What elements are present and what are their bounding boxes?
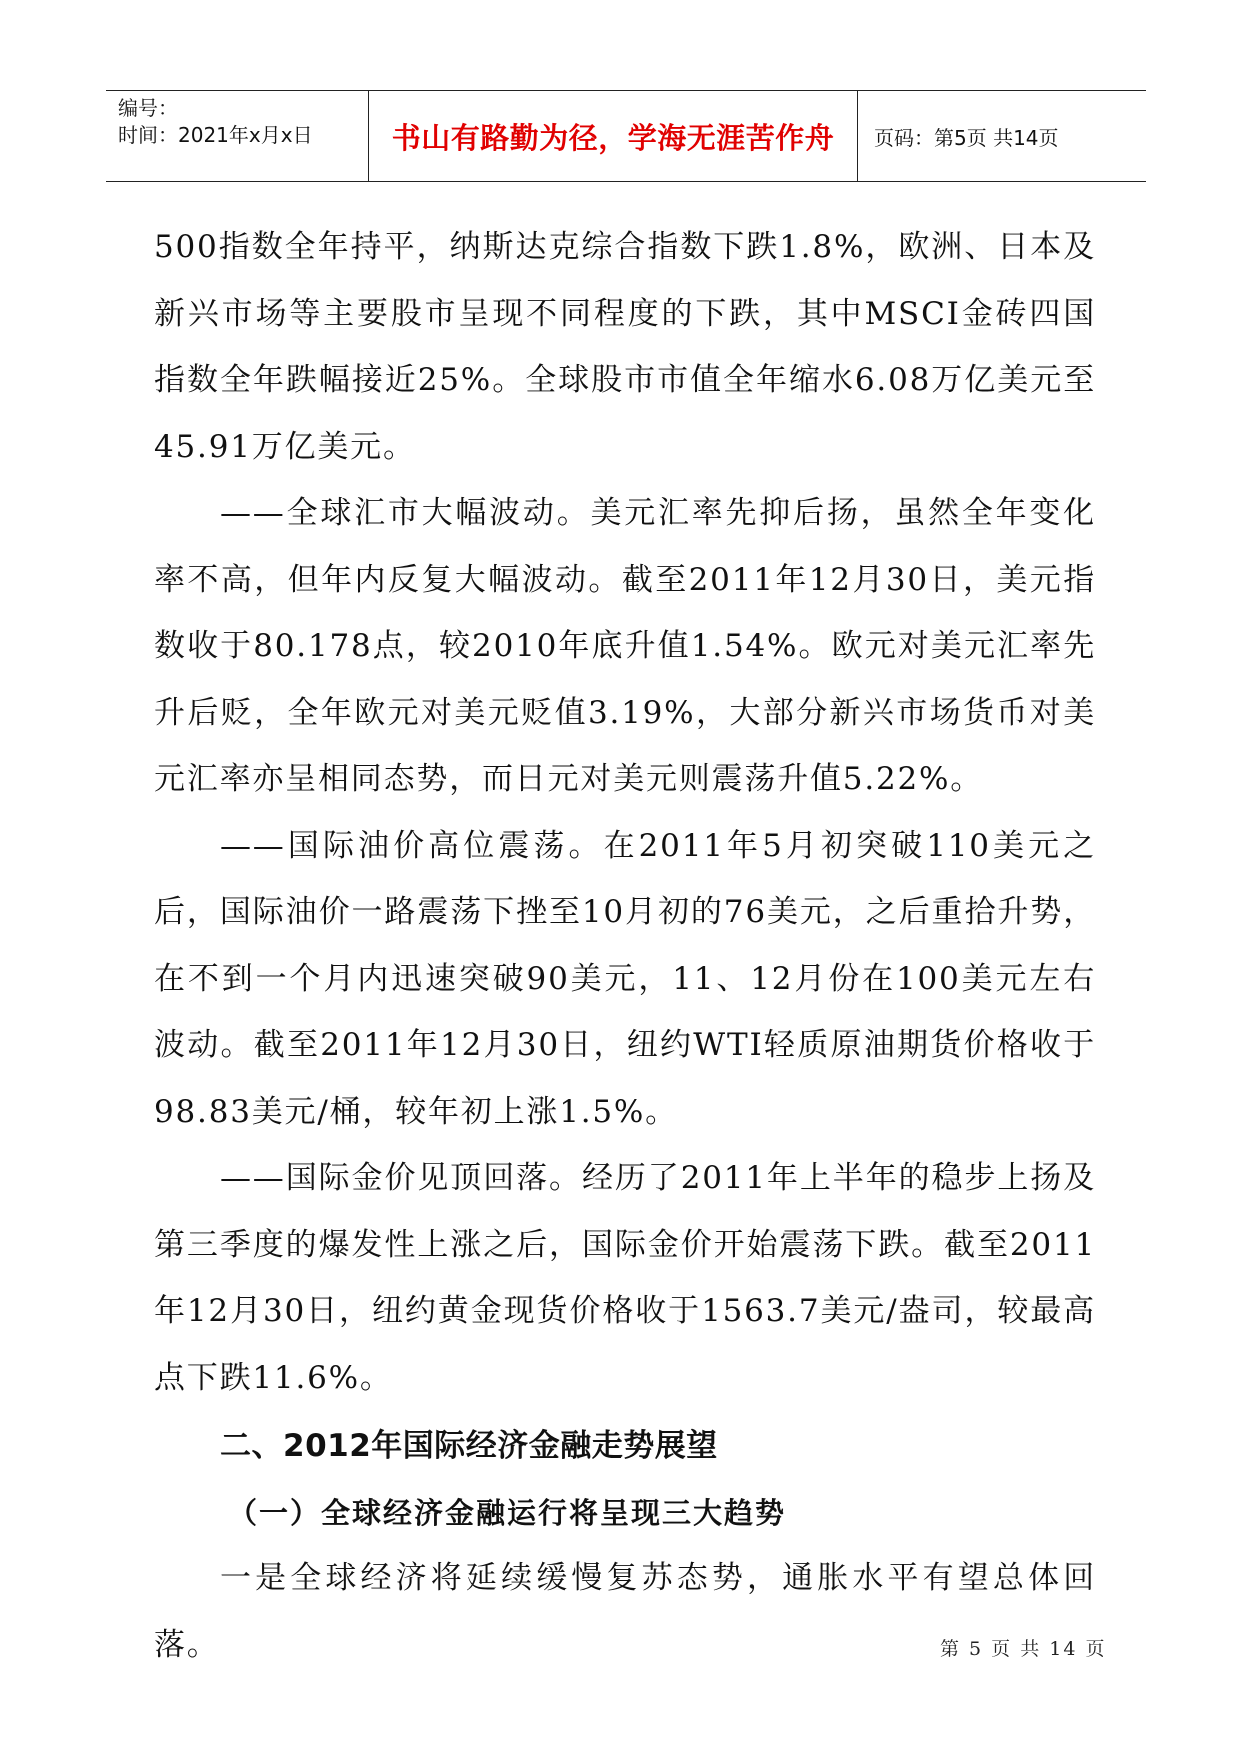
header-page-info: 页码：第5页 共14页 [874, 125, 1059, 150]
section-heading: 二、2012年国际经济金融走势展望 [220, 1428, 718, 1464]
paragraph-oil-prices: ——国际油价高位震荡。在2011年5月初突破110美元之后，国际油价一路震荡下挫至10月初的76美元，之后重拾升势，在不到一个月内迅速突破90美元，11、12月份在100美元左右波动。截至2011年12月30日，纽约WTI轻质原油期货价格收于98.83美元/桶，较年初上涨1.5%。 [154, 827, 1096, 1130]
document-header [106, 90, 1146, 182]
document-number-label: 编号： [118, 96, 178, 120]
document-date-label: 时间：2021年x月x日 [118, 123, 313, 147]
subsection-heading: （一）全球经济金融运行将呈现三大趋势 [228, 1496, 787, 1530]
paragraph-stock-markets: 500指数全年持平，纳斯达克综合指数下跌1.8%，欧洲、日本及新兴市场等主要股市呈现不同程度的下跌，其中MSCI金砖四国指数全年跌幅接近25%。全球股市市值全年缩水6.08万亿美元至45.91万亿美元。 [154, 229, 1096, 465]
document-body [154, 214, 1096, 1678]
page-number-footer: 第 5 页 共 14 页 [940, 1638, 1107, 1660]
header-meta [106, 91, 368, 181]
header-motto: 书山有路勤为径，学海无涯苦作舟 [368, 91, 858, 181]
paragraph-fx-markets: ——全球汇市大幅波动。美元汇率先抑后扬，虽然全年变化率不高，但年内反复大幅波动。截至2011年12月30日，美元指数收于80.178点，较2010年底升值1.54%。欧元对美元汇率先升后贬，全年欧元对美元贬值3.19%，大部分新兴市场货币对美元汇率亦呈相同态势，而日元对美元则震荡升值5.22%。 [154, 495, 1096, 797]
paragraph-gold-prices: ——国际金价见顶回落。经历了2011年上半年的稳步上扬及第三季度的爆发性上涨之后，国际金价开始震荡下跌。截至2011年12月30日，纽约黄金现货价格收于1563.7美元/盎司，较最高点下跌11.6%。 [154, 1160, 1096, 1396]
paragraph-outlook: 一是全球经济将延续缓慢复苏态势，通胀水平有望总体回落。 [154, 1560, 1096, 1663]
